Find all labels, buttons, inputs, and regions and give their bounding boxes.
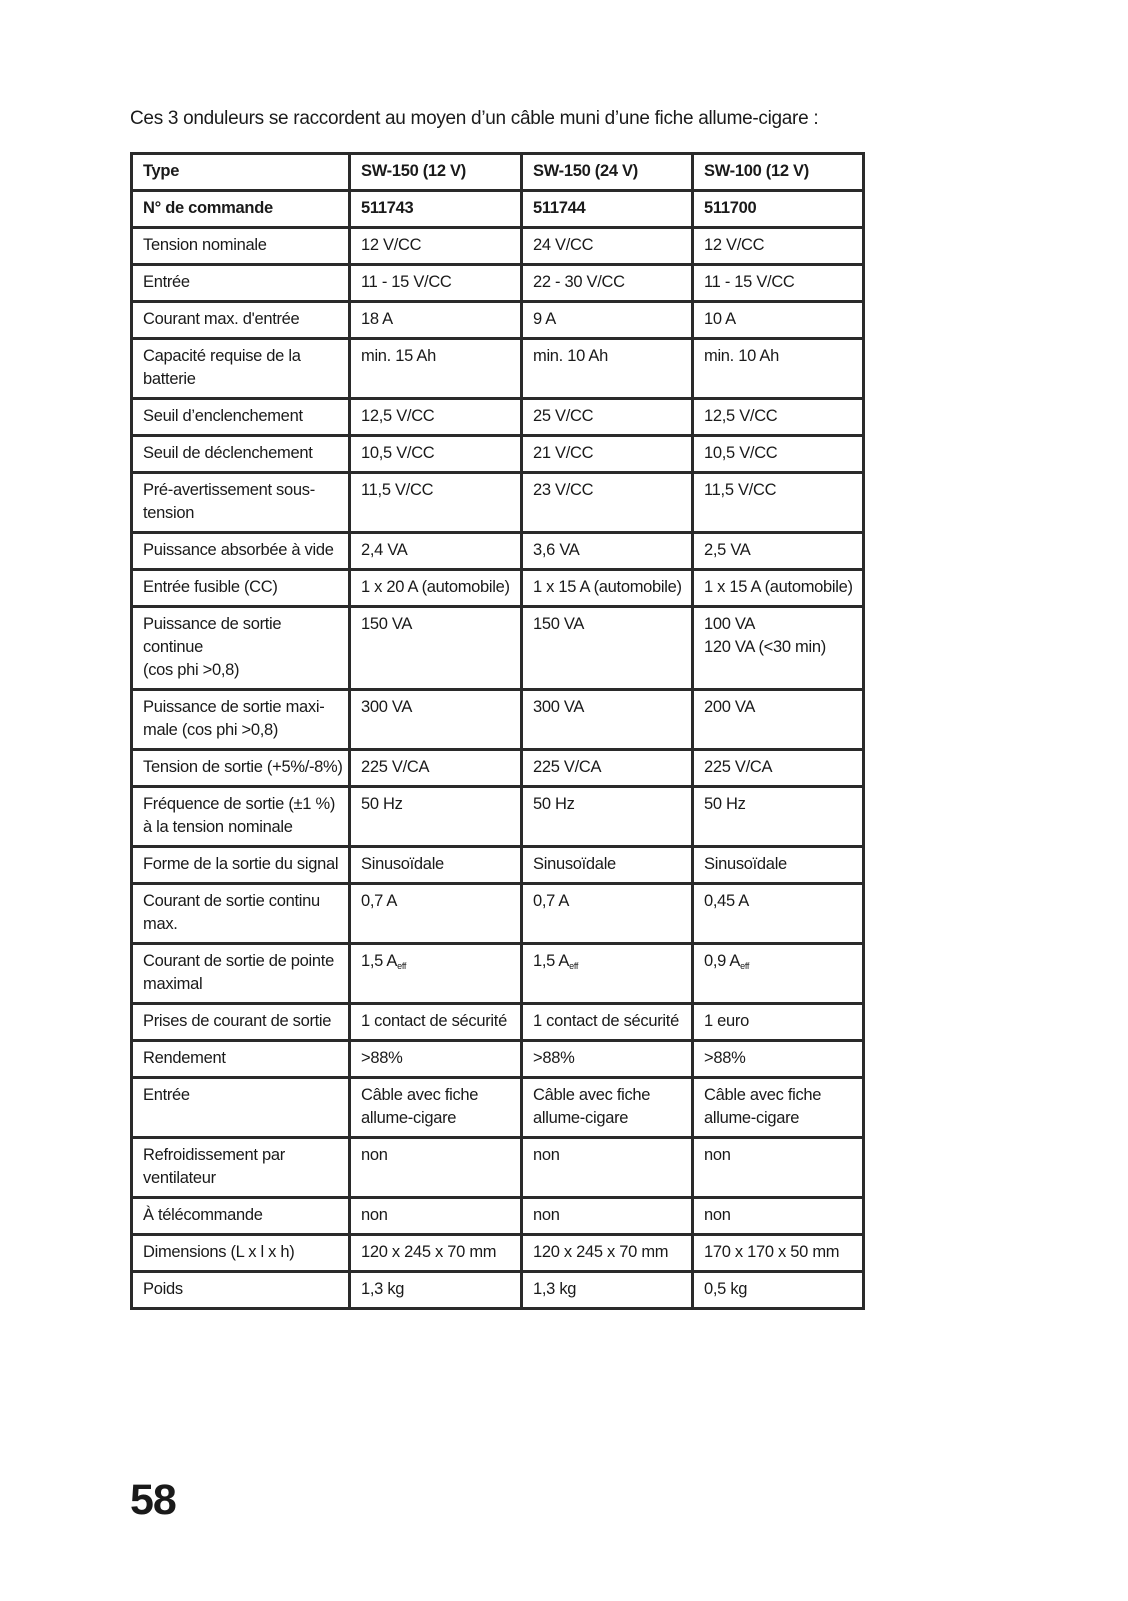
cell-text: 22 - 30 V/CC [533, 273, 625, 291]
cell-text: Courant de sortie continu [143, 892, 320, 910]
value-cell [350, 944, 522, 1004]
cell-text: 10,5 V/CC [704, 444, 778, 462]
value-cell [522, 847, 693, 884]
cell-text: 9 A [533, 310, 556, 328]
value-cell [693, 228, 864, 265]
row-label-cell [132, 847, 350, 884]
value-cell [350, 847, 522, 884]
row-label-cell [132, 1235, 350, 1272]
cell-text: Tension de sortie (+5%/-8%) [143, 758, 343, 776]
row-label-cell [132, 399, 350, 436]
table-row [132, 533, 864, 570]
row-label-cell [132, 302, 350, 339]
cell-text: 0,9 $A_{eff}$ [704, 952, 750, 971]
value-cell [693, 154, 864, 191]
cell-text: non [361, 1206, 388, 1224]
value-cell [693, 750, 864, 787]
cell-text: 12 V/CC [704, 236, 765, 254]
row-label-cell [132, 1272, 350, 1309]
value-cell [350, 884, 522, 944]
cell-text: allume-cigare [704, 1109, 800, 1127]
row-label-cell [132, 339, 350, 399]
cell-text: 11,5 V/CC [361, 481, 434, 499]
cell-text: Dimensions (L x l x h) [143, 1243, 295, 1261]
row-label-cell [132, 154, 350, 191]
value-cell [350, 154, 522, 191]
cell-text: Capacité requise de la [143, 347, 301, 365]
value-cell [693, 191, 864, 228]
value-cell [522, 339, 693, 399]
value-cell [522, 1272, 693, 1309]
cell-text: 50 Hz [361, 795, 403, 813]
cell-text: 21 V/CC [533, 444, 594, 462]
cell-text: SW-150 (24 V) [533, 162, 638, 180]
cell-text: Pré-avertissement sous- [143, 481, 315, 499]
cell-text: 1 contact de sécurité [361, 1012, 507, 1030]
cell-text: Entrée fusible (CC) [143, 578, 278, 596]
value-cell [693, 570, 864, 607]
value-cell [693, 884, 864, 944]
value-cell [522, 302, 693, 339]
value-cell [522, 436, 693, 473]
cell-text: 18 A [361, 310, 393, 328]
row-label-cell [132, 191, 350, 228]
cell-text: ventilateur [143, 1169, 216, 1187]
row-label-cell [132, 1078, 350, 1138]
value-cell [350, 436, 522, 473]
value-cell [522, 154, 693, 191]
cell-text: 25 V/CC [533, 407, 594, 425]
value-cell [350, 302, 522, 339]
row-label-cell [132, 607, 350, 690]
cell-text: 511700 [704, 199, 757, 217]
value-cell [522, 265, 693, 302]
cell-text: 3,6 VA [533, 541, 580, 559]
cell-text: Fréquence de sortie (±1 %) [143, 795, 336, 813]
cell-text: 120 x 245 x 70 mm [361, 1243, 497, 1261]
value-cell [350, 1078, 522, 1138]
value-cell [350, 473, 522, 533]
cell-text: 24 V/CC [533, 236, 594, 254]
value-cell [350, 750, 522, 787]
cell-text: 0,45 A [704, 892, 749, 910]
value-cell [350, 265, 522, 302]
cell-text: >88% [704, 1049, 746, 1067]
value-cell [693, 339, 864, 399]
cell-text: 0,7 A [533, 892, 570, 910]
cell-text: Seuil d’enclenchement [143, 407, 303, 425]
cell-text: Type [143, 162, 180, 180]
row-label-cell [132, 1041, 350, 1078]
value-cell [350, 533, 522, 570]
table-row [132, 265, 864, 302]
cell-text: Refroidissement par [143, 1146, 285, 1164]
cell-text: 1 contact de sécurité [533, 1012, 679, 1030]
row-label-cell [132, 473, 350, 533]
value-cell [693, 1198, 864, 1235]
row-label-cell [132, 1198, 350, 1235]
cell-text: >88% [361, 1049, 403, 1067]
cell-text: 511743 [361, 199, 414, 217]
cell-text: non [533, 1206, 560, 1224]
cell-text: 1 x 20 A (automobile) [361, 578, 510, 596]
value-cell [350, 1041, 522, 1078]
cell-text: 11 - 15 V/CC [704, 273, 795, 291]
cell-text: 12,5 V/CC [704, 407, 778, 425]
cell-text: 11,5 V/CC [704, 481, 777, 499]
cell-text: 225 V/CA [361, 758, 430, 776]
row-label-cell [132, 690, 350, 750]
cell-text: 150 VA [533, 615, 585, 633]
value-cell [693, 944, 864, 1004]
cell-text: continue [143, 638, 203, 656]
value-cell [693, 787, 864, 847]
value-cell [522, 399, 693, 436]
value-cell [693, 1272, 864, 1309]
value-cell [693, 473, 864, 533]
table-row [132, 884, 864, 944]
value-cell [522, 191, 693, 228]
value-cell [350, 1138, 522, 1198]
table-row [132, 399, 864, 436]
subscript-eff: eff [740, 961, 750, 971]
cell-text: 150 VA [361, 615, 413, 633]
value-cell [522, 1078, 693, 1138]
cell-text: N° de commande [143, 199, 273, 217]
value-cell [522, 750, 693, 787]
cell-text: batterie [143, 370, 196, 388]
table-row [132, 339, 864, 399]
value-cell [350, 1004, 522, 1041]
cell-text: Puissance de sortie maxi- [143, 698, 325, 716]
cell-text: maximal [143, 975, 203, 993]
cell-text: Seuil de déclenchement [143, 444, 313, 462]
cell-text: 10,5 V/CC [361, 444, 435, 462]
cell-text: non [704, 1146, 731, 1164]
cell-text: Entrée [143, 1086, 190, 1104]
table-row [132, 607, 864, 690]
row-label-cell [132, 436, 350, 473]
value-cell [350, 570, 522, 607]
cell-text: 511744 [533, 199, 586, 217]
row-label-cell [132, 228, 350, 265]
cell-text: Entrée [143, 273, 190, 291]
cell-text: 2,4 VA [361, 541, 408, 559]
cell-text: 200 VA [704, 698, 756, 716]
cell-text: male (cos phi >0,8) [143, 721, 279, 739]
cell-text: 12,5 V/CC [361, 407, 435, 425]
cell-text: 300 VA [361, 698, 413, 716]
cell-text: non [704, 1206, 731, 1224]
table-row [132, 436, 864, 473]
cell-text: 1 euro [704, 1012, 749, 1030]
value-cell [350, 1272, 522, 1309]
cell-text: 1,3 kg [533, 1280, 577, 1298]
row-label-cell [132, 787, 350, 847]
value-cell [693, 399, 864, 436]
table-row [132, 1078, 864, 1138]
cell-text: non [533, 1146, 560, 1164]
cell-text: 2,5 VA [704, 541, 751, 559]
value-cell [693, 533, 864, 570]
value-cell [522, 1198, 693, 1235]
table-row [132, 1004, 864, 1041]
value-cell [693, 607, 864, 690]
value-cell [522, 1004, 693, 1041]
cell-text: Sinusoïdale [361, 855, 444, 873]
cell-text: >88% [533, 1049, 575, 1067]
value-cell [693, 436, 864, 473]
cell-text: non [361, 1146, 388, 1164]
value-cell [693, 302, 864, 339]
cell-text: Câble avec fiche [361, 1086, 479, 1104]
cell-text: max. [143, 915, 178, 933]
row-label-cell [132, 570, 350, 607]
value-cell [522, 533, 693, 570]
row-label-cell [132, 944, 350, 1004]
value-cell [350, 339, 522, 399]
value-cell [522, 473, 693, 533]
cell-text: Prises de courant de sortie [143, 1012, 332, 1030]
cell-text: Puissance de sortie [143, 615, 282, 633]
cell-text: Courant de sortie de pointe [143, 952, 334, 970]
row-label-cell [132, 1004, 350, 1041]
cell-text: 225 V/CA [533, 758, 602, 776]
table-row [132, 154, 864, 191]
value-cell [522, 944, 693, 1004]
cell-text: 1,3 kg [361, 1280, 405, 1298]
value-cell [693, 1078, 864, 1138]
value-cell [693, 1041, 864, 1078]
cell-text: Courant max. d'entrée [143, 310, 300, 328]
cell-text: 120 x 245 x 70 mm [533, 1243, 669, 1261]
cell-text: Poids [143, 1280, 183, 1298]
cell-text: 1,5 $A_{eff}$ [361, 952, 407, 971]
page-number: 58 [130, 1476, 176, 1524]
table-row [132, 191, 864, 228]
table-row [132, 1138, 864, 1198]
value-cell [522, 1138, 693, 1198]
cell-text: 300 VA [533, 698, 585, 716]
value-cell [693, 690, 864, 750]
value-cell [522, 570, 693, 607]
cell-text: À télécommande [143, 1206, 263, 1224]
table-row [132, 1198, 864, 1235]
row-label-cell [132, 265, 350, 302]
value-cell [693, 1235, 864, 1272]
cell-text: (cos phi >0,8) [143, 661, 240, 679]
cell-text: Câble avec fiche [704, 1086, 822, 1104]
cell-text: min. 10 Ah [704, 347, 779, 365]
cell-text: Puissance absorbée à vide [143, 541, 334, 559]
cell-text: SW-100 (12 V) [704, 162, 809, 180]
value-cell [350, 228, 522, 265]
row-label-cell [132, 750, 350, 787]
cell-text: 50 Hz [704, 795, 746, 813]
cell-text: tension [143, 504, 195, 522]
cell-text: min. 15 Ah [361, 347, 436, 365]
table-row [132, 1272, 864, 1309]
value-cell [693, 847, 864, 884]
cell-text: 100 VA [704, 615, 756, 633]
table-row [132, 847, 864, 884]
value-cell [350, 1198, 522, 1235]
value-cell [350, 787, 522, 847]
value-cell [350, 690, 522, 750]
cell-text: allume-cigare [533, 1109, 629, 1127]
cell-text: 50 Hz [533, 795, 575, 813]
cell-text: 1 x 15 A (automobile) [704, 578, 853, 596]
cell-text: 1 x 15 A (automobile) [533, 578, 682, 596]
table-row [132, 570, 864, 607]
table-row [132, 1235, 864, 1272]
value-cell [350, 191, 522, 228]
table-row [132, 787, 864, 847]
cell-text: 225 V/CA [704, 758, 773, 776]
value-cell [522, 690, 693, 750]
cell-text: Sinusoïdale [704, 855, 787, 873]
row-label-cell [132, 1138, 350, 1198]
row-label-cell [132, 533, 350, 570]
subscript-eff: eff [397, 961, 407, 971]
value-cell [522, 607, 693, 690]
value-cell [693, 1138, 864, 1198]
cell-text: SW-150 (12 V) [361, 162, 466, 180]
cell-text: 120 VA (<30 min) [704, 638, 826, 656]
table-row [132, 690, 864, 750]
value-cell [693, 265, 864, 302]
value-cell [350, 607, 522, 690]
cell-text: 1,5 $A_{eff}$ [533, 952, 579, 971]
value-cell [522, 787, 693, 847]
value-cell [522, 228, 693, 265]
cell-text: allume-cigare [361, 1109, 457, 1127]
cell-text: Câble avec fiche [533, 1086, 651, 1104]
value-cell [522, 884, 693, 944]
cell-text: 11 - 15 V/CC [361, 273, 452, 291]
row-label-cell [132, 884, 350, 944]
cell-text: 0,5 kg [704, 1280, 748, 1298]
cell-text: Tension nominale [143, 236, 267, 254]
subscript-eff: eff [569, 961, 579, 971]
cell-text: min. 10 Ah [533, 347, 608, 365]
specifications-table [130, 152, 865, 1310]
cell-text: 10 A [704, 310, 736, 328]
table-row [132, 944, 864, 1004]
cell-text: Forme de la sortie du signal [143, 855, 339, 873]
value-cell [522, 1235, 693, 1272]
table-row [132, 750, 864, 787]
cell-text: Sinusoïdale [533, 855, 616, 873]
intro-text: Ces 3 onduleurs se raccordent au moyen d’un câble muni d’une fiche allume-cigare : [130, 108, 819, 129]
table-row [132, 302, 864, 339]
cell-text: 170 x 170 x 50 mm [704, 1243, 840, 1261]
cell-text: Rendement [143, 1049, 226, 1067]
cell-text: à la tension nominale [143, 818, 293, 836]
value-cell [350, 399, 522, 436]
cell-text: 12 V/CC [361, 236, 422, 254]
cell-text: 23 V/CC [533, 481, 594, 499]
table-row [132, 473, 864, 533]
value-cell [522, 1041, 693, 1078]
table-row [132, 228, 864, 265]
table-row [132, 1041, 864, 1078]
value-cell [350, 1235, 522, 1272]
cell-text: 0,7 A [361, 892, 398, 910]
value-cell [693, 1004, 864, 1041]
specifications-table-body [132, 154, 864, 1309]
